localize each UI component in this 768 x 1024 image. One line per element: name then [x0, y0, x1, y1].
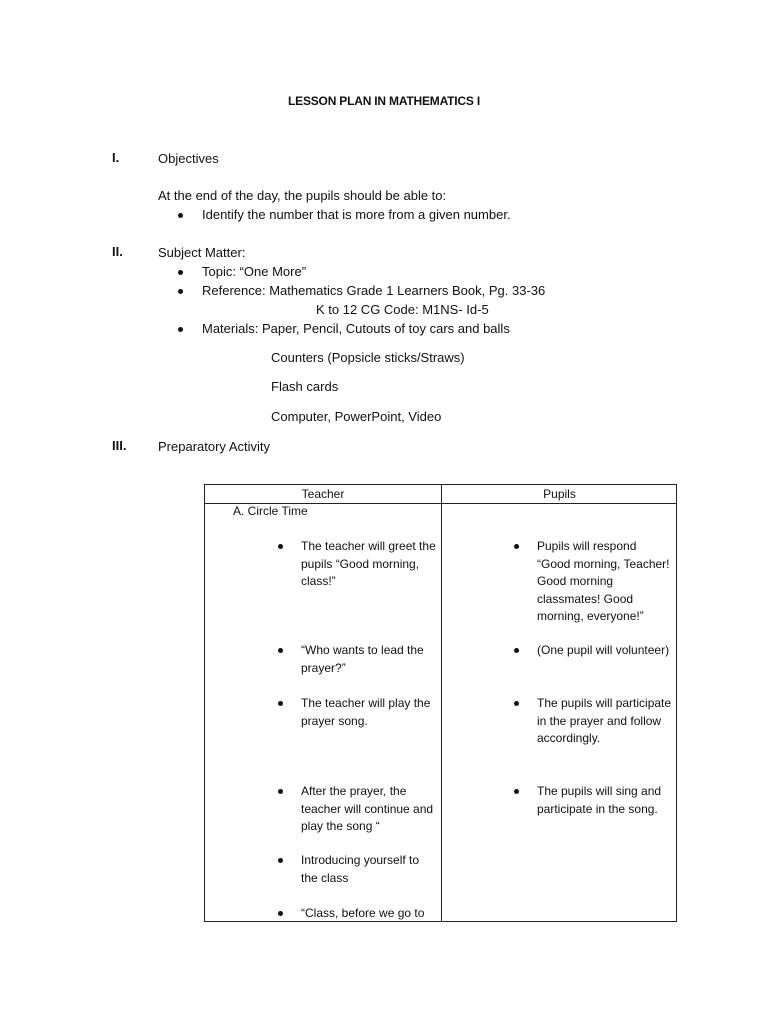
teacher-item: “Who wants to lead the prayer?”	[301, 642, 436, 677]
bullet-icon	[514, 648, 519, 653]
bullet-icon	[278, 789, 283, 794]
activity-table	[204, 484, 677, 922]
pupil-item: The pupils will participate in the prayer and follow accordingly.	[537, 695, 673, 748]
bullet-icon	[178, 213, 183, 218]
teacher-item: Introducing yourself to the class	[301, 852, 436, 887]
bullet-icon	[278, 544, 283, 549]
teacher-item: The teacher will play the prayer song.	[301, 695, 436, 730]
table-divider	[441, 485, 442, 921]
section-heading-preparatory: Preparatory Activity	[158, 439, 270, 454]
section-heading-objectives: Objectives	[158, 151, 219, 166]
section-numeral-preparatory: III.	[112, 438, 127, 453]
section-heading-subject-matter: Subject Matter:	[158, 245, 246, 260]
bullet-icon	[278, 648, 283, 653]
circle-time-subheading: A. Circle Time	[233, 504, 308, 518]
bullet-icon	[514, 701, 519, 706]
materials-extra-item: Counters (Popsicle sticks/Straws)	[271, 350, 465, 365]
bullet-icon	[278, 858, 283, 863]
section-numeral-objectives: I.	[112, 150, 120, 165]
table-header-pupils: Pupils	[543, 487, 576, 501]
section-numeral-subject-matter: II.	[112, 244, 123, 259]
bullet-icon	[178, 327, 183, 332]
bullet-icon	[514, 544, 519, 549]
bullet-icon	[278, 701, 283, 706]
cg-code: K to 12 CG Code: M1NS- Id-5	[316, 302, 489, 317]
bullet-icon	[178, 289, 183, 294]
objectives-intro: At the end of the day, the pupils should be able to:	[158, 188, 447, 203]
pupil-item: (One pupil will volunteer)	[537, 642, 673, 660]
bullet-icon	[278, 911, 283, 916]
bullet-icon	[178, 270, 183, 275]
table-header-teacher: Teacher	[301, 487, 345, 501]
teacher-item: “Class, before we go to	[301, 905, 436, 923]
teacher-item: The teacher will greet the pupils “Good morning, class!”	[301, 538, 436, 591]
materials-extra-item: Flash cards	[271, 379, 339, 394]
bullet-icon	[514, 789, 519, 794]
pupil-item: Pupils will respond “Good morning, Teacher! Good morning classmates! Good morning, everyone!”	[537, 538, 673, 626]
page-title: LESSON PLAN IN MATHEMATICS I	[288, 94, 480, 108]
pupil-item: The pupils will sing and participate in the song.	[537, 783, 673, 818]
materials-extra-item: Computer, PowerPoint, Video	[271, 409, 442, 424]
teacher-item: After the prayer, the teacher will continue and play the song “	[301, 783, 436, 836]
